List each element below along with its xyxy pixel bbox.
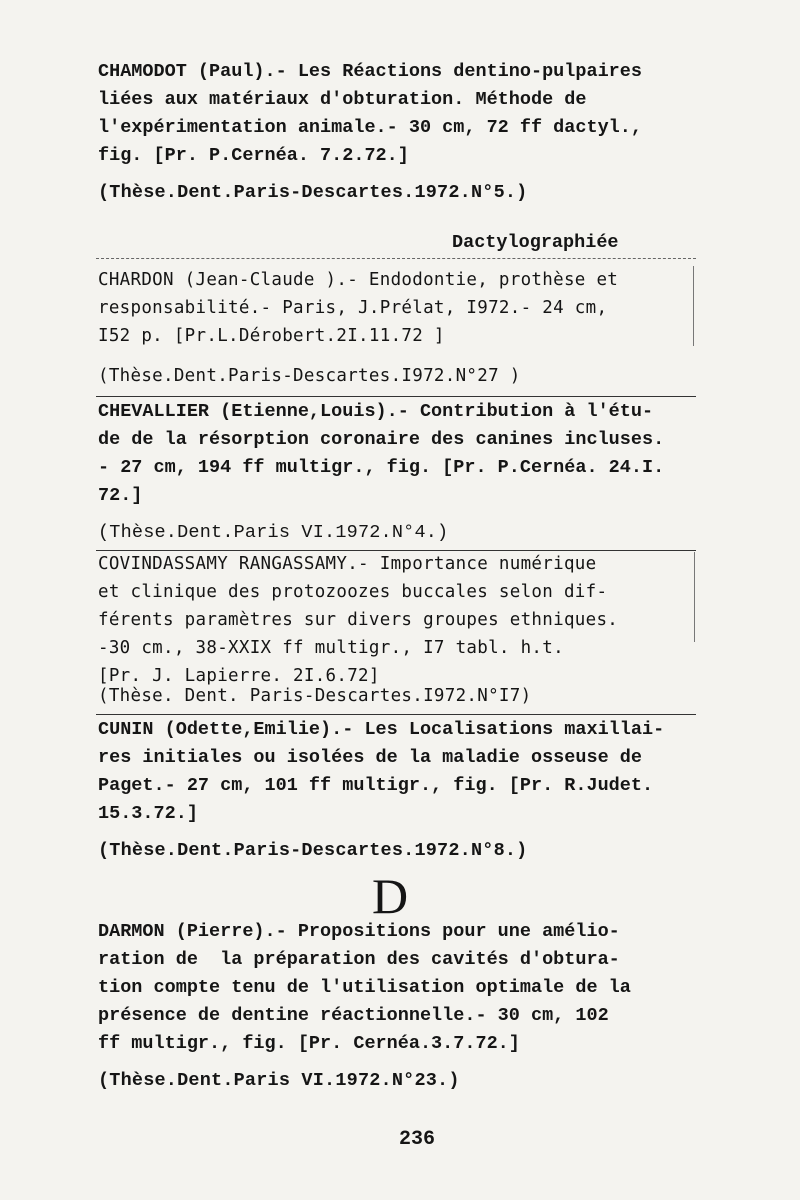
divider [96,396,696,397]
thesis-reference: (Thèse.Dent.Paris-Descartes.I972.N°27 ) [98,366,521,386]
entry-line: l'expérimentation animale.- 30 cm, 72 ff dactyl., [98,117,642,138]
section-letter: D [372,868,409,924]
entry-line: res initiales ou isolées de la maladie osseuse de [98,747,642,768]
thesis-reference: (Thèse.Dent.Paris VI.1972.N°23.) [98,1070,460,1091]
thesis-reference: (Thèse.Dent.Paris-Descartes.1972.N°8.) [98,840,528,861]
entry-chamodot [98,58,698,170]
entry-line: COVINDASSAMY RANGASSAMY.- Importance numérique [98,554,597,574]
entry-line: Paget.- 27 cm, 101 ff multigr., fig. [Pr. R.Judet. [98,775,654,796]
entry-darmon [98,918,698,1058]
thesis-reference: (Thèse.Dent.Paris-Descartes.1972.N°5.) [98,182,528,203]
entry-covindassamy [98,550,698,690]
entry-line: CHEVALLIER (Etienne,Louis).- Contribution à l'étu- [98,401,654,422]
entry-line: CHARDON (Jean-Claude ).- Endodontie, prothèse et [98,270,619,290]
margin-mark [693,266,694,346]
entry-line: DARMON (Pierre).- Propositions pour une amélio- [98,921,620,942]
entry-line: -30 cm., 38-XXIX ff multigr., I7 tabl. h.t. [98,638,564,658]
entry-chevallier [98,398,698,510]
entry-line: fig. [Pr. P.Cernéa. 7.2.72.] [98,145,409,166]
divider [96,714,696,715]
entry-line: I52 p. [Pr.L.Dérobert.2I.11.72 ] [98,326,445,346]
entry-line: tion compte tenu de l'utilisation optimale de la [98,977,631,998]
divider [96,258,696,259]
entry-line: liées aux matériaux d'obturation. Méthode de [98,89,587,110]
entry-line: 72.] [98,485,143,506]
page-number: 236 [399,1128,436,1151]
entry-line: férents paramètres sur divers groupes ethniques. [98,610,619,630]
thesis-reference: (Thèse.Dent.Paris VI.1972.N°4.) [98,522,449,543]
margin-mark [694,552,695,642]
entry-line: CHAMODOT (Paul).- Les Réactions dentino-pulpaires [98,61,642,82]
entry-line: ff multigr., fig. [Pr. Cernéa.3.7.72.] [98,1033,520,1054]
thesis-reference: (Thèse. Dent. Paris-Descartes.I972.N°I7) [98,686,532,706]
entry-line: et clinique des protozoozes buccales selon dif- [98,582,608,602]
entry-chardon [98,266,698,350]
entry-line: responsabilité.- Paris, J.Prélat, I972.- 24 cm, [98,298,608,318]
entry-line: présence de dentine réactionnelle.- 30 cm, 102 [98,1005,609,1026]
entry-line: ration de la préparation des cavités d'obtura- [98,949,620,970]
entry-cunin [98,716,698,828]
entry-line: de de la résorption coronaire des canines incluses. [98,429,665,450]
dactylographiee-note: Dactylographiée [452,232,619,253]
entry-line: - 27 cm, 194 ff multigr., fig. [Pr. P.Cernéa. 24.I. [98,457,665,478]
entry-line: CUNIN (Odette,Emilie).- Les Localisations maxillai- [98,719,665,740]
entry-line: 15.3.72.] [98,803,198,824]
entry-line: [Pr. J. Lapierre. 2I.6.72] [98,666,380,686]
